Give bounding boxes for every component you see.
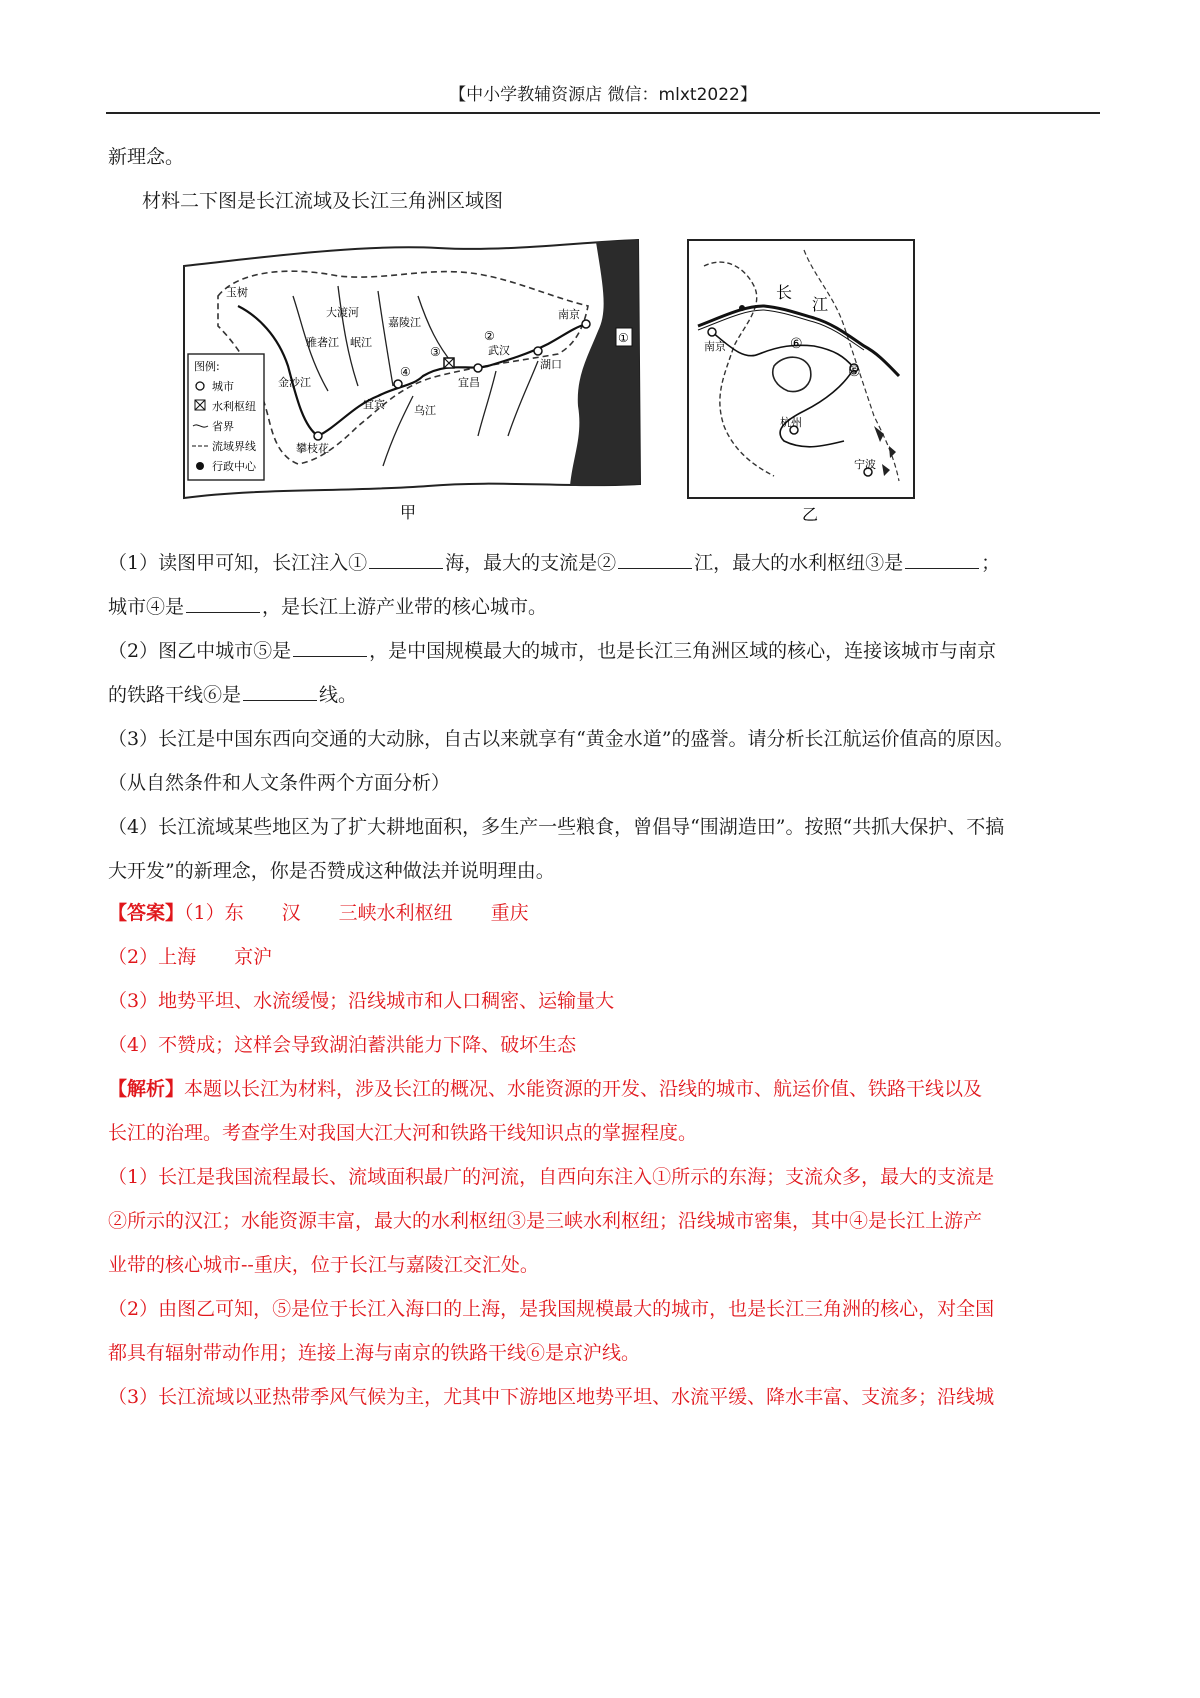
label-jialing: 嘉陵江 xyxy=(388,316,421,329)
blank-1[interactable] xyxy=(369,550,443,569)
legend-city: 城市 xyxy=(212,380,234,393)
label-yibin: 宜宾 xyxy=(363,398,385,411)
intro-line: 新理念。 xyxy=(108,146,185,168)
blank-2[interactable] xyxy=(618,550,692,569)
question-4-line-1: （4）长江流域某些地区为了扩大耕地面积，多生产一些粮食，曾倡导“围湖造田”。按照“共抓大保护、不搞 xyxy=(108,816,1005,838)
question-1-line-2: 城市④是 ，是长江上游产业带的核心城市。 xyxy=(108,596,548,618)
question-2-line-2: 的铁路干线⑥是 线。 xyxy=(108,684,358,706)
legend-dam: 水利枢纽 xyxy=(212,400,256,413)
label-min: 岷江 xyxy=(350,336,372,349)
analysis-line-6: （2）由图乙可知，⑤是位于长江入海口的上海，是我国规模最大的城市，也是长江三角洲的核心，对全国 xyxy=(108,1298,995,1320)
label-n4: ④ xyxy=(400,365,411,379)
answer-label: 【答案】 xyxy=(108,902,185,924)
answer-line-1: 【答案】（1）东 汉 三峡水利枢纽 重庆 xyxy=(108,902,529,924)
legend-basin: 流域界线 xyxy=(212,440,256,453)
blank-4[interactable] xyxy=(186,594,260,613)
label-n1: ① xyxy=(618,331,629,345)
label-panzhihua: 攀枝花 xyxy=(296,442,329,455)
legend-title: 图例: xyxy=(194,360,220,373)
label-yushu: 玉树 xyxy=(226,286,248,299)
label-wu: 乌江 xyxy=(414,404,436,417)
label-nanjing: 南京 xyxy=(558,308,580,321)
label-yichang: 宜昌 xyxy=(458,376,480,389)
label-n3: ③ xyxy=(430,345,441,359)
question-3-line-1: （3）长江是中国东西向交通的大动脉，自古以来就享有“黄金水道”的盛誉。请分析长江航运价值高的原因。 xyxy=(108,728,1014,750)
label-jinsha: 金沙江 xyxy=(278,376,311,389)
analysis-line-3: （1）长江是我国流程最长、流域面积最广的河流，自西向东注入①所示的东海；支流众多，最大的支流是 xyxy=(108,1166,995,1188)
analysis-line-5: 业带的核心城市--重庆，位于长江与嘉陵江交汇处。 xyxy=(108,1254,539,1276)
label-yi-nanjing: 南京 xyxy=(704,340,726,353)
material-two-title: 材料二下图是长江流域及长江三角洲区域图 xyxy=(142,190,504,212)
question-2-line-1: （2）图乙中城市⑤是 ，是中国规模最大的城市，也是长江三角洲区域的核心，连接该城市与南京 xyxy=(108,640,997,662)
blank-6[interactable] xyxy=(243,682,317,701)
answer-line-4: （4）不赞成；这样会导致湖泊蓄洪能力下降、破坏生态 xyxy=(108,1034,577,1056)
map-jia-caption: 甲 xyxy=(400,503,417,522)
question-3-line-2: （从自然条件和人文条件两个方面分析） xyxy=(108,772,451,794)
analysis-line-1: 【解析】本题以长江为材料，涉及长江的概况、水能资源的开发、沿线的城市、航运价值、铁路干线以及 xyxy=(108,1078,983,1100)
answer-line-3: （3）地势平坦、水流缓慢；沿线城市和人口稠密、运输量大 xyxy=(108,990,615,1012)
blank-5[interactable] xyxy=(293,638,367,657)
label-yi-jiang: 江 xyxy=(812,295,829,314)
label-yi-ningbo: 宁波 xyxy=(854,458,876,471)
legend-province: 省界 xyxy=(212,420,234,433)
map-jia xyxy=(178,236,648,530)
analysis-line-8: （3）长江流域以亚热带季风气候为主，尤其中下游地区地势平坦、水流平缓、降水丰富、支流多；沿线城 xyxy=(108,1386,995,1408)
label-yalong: 雅砻江 xyxy=(306,336,339,349)
legend-capital: 行政中心 xyxy=(212,460,256,473)
map-yi-caption: 乙 xyxy=(802,505,819,524)
label-yi-hangzhou: 杭州 xyxy=(780,416,802,429)
label-hukou: 湖口 xyxy=(540,358,562,371)
label-wuhan: 武汉 xyxy=(488,344,510,357)
answer-line-2: （2）上海 京沪 xyxy=(108,946,273,968)
label-yi-chang: 长 xyxy=(776,283,793,302)
label-yi-n6: ⑥ xyxy=(790,336,803,352)
question-4-line-2: 大开发”的新理念，你是否赞成这种做法并说明理由。 xyxy=(108,860,555,882)
label-n2: ② xyxy=(484,329,495,343)
analysis-line-7: 都具有辐射带动作用；连接上海与南京的铁路干线⑥是京沪线。 xyxy=(108,1342,641,1364)
label-yi-n5: ⑤ xyxy=(848,364,861,380)
page-header: 【中小学教辅资源店 微信：mlxt2022】 xyxy=(106,78,1100,114)
analysis-line-2: 长江的治理。考查学生对我国大江大河和铁路干线知识点的掌握程度。 xyxy=(108,1122,698,1144)
question-1-line-1: （1）读图甲可知，长江注入① 海，最大的支流是② 江，最大的水利枢纽③是 ； xyxy=(108,552,1001,574)
map-yi xyxy=(684,236,924,532)
analysis-line-4: ②所示的汉江；水能资源丰富，最大的水利枢纽③是三峡水利枢纽；沿线城市密集，其中④是长江上游产 xyxy=(108,1210,983,1232)
label-dadu: 大渡河 xyxy=(326,306,359,319)
analysis-label: 【解析】 xyxy=(108,1078,185,1100)
blank-3[interactable] xyxy=(905,550,979,569)
